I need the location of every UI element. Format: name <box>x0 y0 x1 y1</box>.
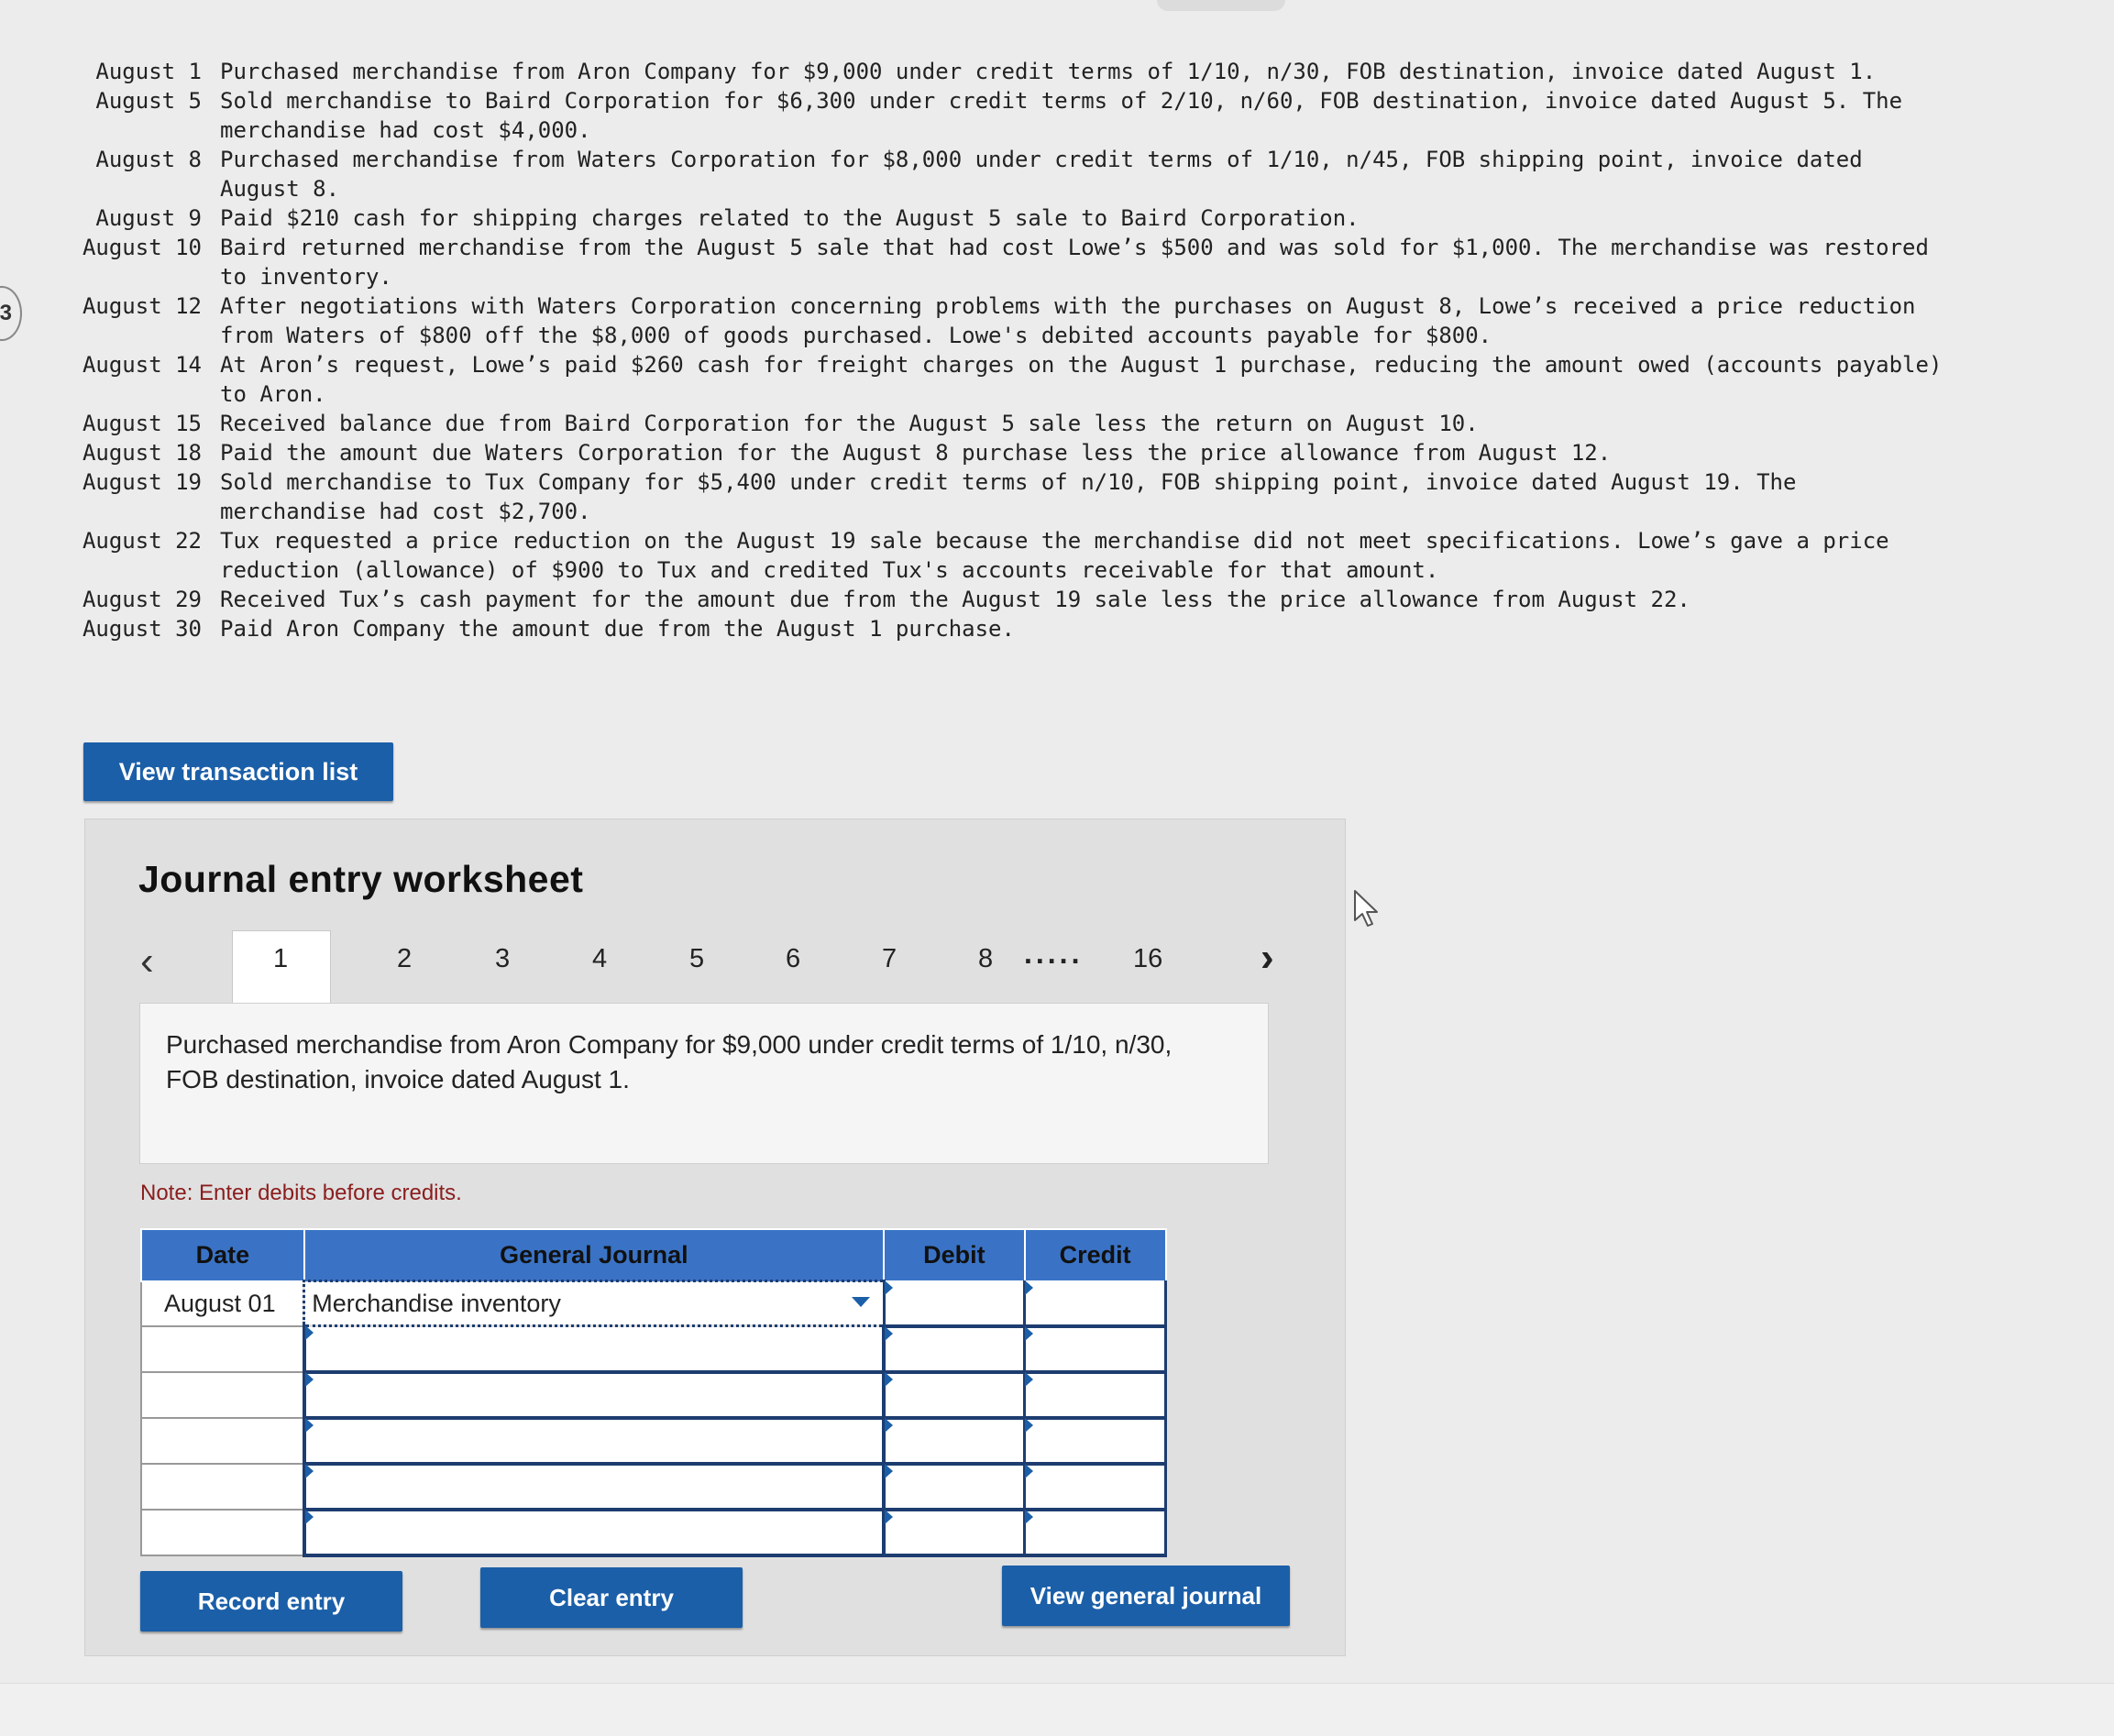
transaction-item <box>70 438 1903 467</box>
cell-marker-icon <box>885 1510 893 1524</box>
transaction-date: August 22 <box>82 528 202 554</box>
transaction-text: Baird returned merchandise from the August 5 sale that had cost Lowe’s $500 and was sold for $1,000. The merchandise was restored to inventory. <box>220 235 1929 290</box>
tab-6[interactable]: 6 <box>786 944 801 973</box>
side-tab-glyph: 3 <box>0 301 12 325</box>
tab-16[interactable]: 16 <box>1133 944 1163 973</box>
transaction-text: Paid the amount due Waters Corporation for the August 8 purchase less the price allowance from August 12. <box>220 440 1612 466</box>
journal-account-select[interactable] <box>304 1418 884 1464</box>
clear-entry-button[interactable]: Clear entry <box>480 1567 743 1628</box>
transaction-date: August 12 <box>82 293 202 319</box>
transaction-text: Purchased merchandise from Waters Corporation for $8,000 under credit terms of 1/10, n/45, FOB shipping point, invoice dated August 8. <box>220 147 1863 202</box>
cell-marker-icon <box>885 1418 893 1433</box>
view-transaction-list-button[interactable]: View transaction list <box>83 742 393 801</box>
journal-date-cell[interactable] <box>141 1372 304 1418</box>
entry-note: Note: Enter debits before credits. <box>140 1181 462 1205</box>
cell-marker-icon <box>305 1325 314 1340</box>
transaction-item <box>70 291 1916 350</box>
transaction-text: After negotiations with Waters Corporation concerning problems with the purchases on August 8, Lowe’s received a price reduction from Waters of $800 off the $8,000 of goods purchased. Lowe's debited accounts payable for $800. <box>220 293 1916 348</box>
transaction-date: August 1 <box>95 59 202 84</box>
journal-credit-input[interactable] <box>1025 1418 1166 1464</box>
transaction-description-box <box>139 1003 1269 1164</box>
journal-credit-input[interactable] <box>1025 1281 1166 1326</box>
cell-marker-icon <box>305 1510 314 1524</box>
journal-date-cell[interactable] <box>141 1510 304 1555</box>
tab-2[interactable]: 2 <box>397 944 413 973</box>
transaction-item <box>70 585 1903 614</box>
journal-debit-input[interactable] <box>884 1510 1025 1555</box>
journal-row <box>141 1281 1166 1326</box>
tab-5[interactable]: 5 <box>689 944 705 973</box>
record-entry-button[interactable]: Record entry <box>140 1571 402 1632</box>
journal-row <box>141 1418 1166 1464</box>
cell-marker-icon <box>305 1418 314 1433</box>
cell-marker-icon <box>1025 1372 1033 1387</box>
transaction-date: August 29 <box>82 587 202 612</box>
transaction-date: August 14 <box>82 352 202 378</box>
cell-marker-icon <box>305 1464 314 1478</box>
tab-4[interactable]: 4 <box>592 944 608 973</box>
journal-account-select[interactable] <box>304 1281 884 1326</box>
journal-credit-input[interactable] <box>1025 1464 1166 1510</box>
transaction-text: Received Tux’s cash payment for the amount due from the August 19 sale less the price allowance from August 22. <box>220 587 1690 612</box>
transaction-list <box>70 57 1943 643</box>
journal-account-select[interactable] <box>304 1326 884 1372</box>
journal-debit-input[interactable] <box>884 1372 1025 1418</box>
cell-marker-icon <box>1025 1280 1033 1295</box>
journal-debit-input[interactable] <box>884 1326 1025 1372</box>
transaction-item <box>70 145 1903 203</box>
top-scroll-handle <box>1157 0 1285 11</box>
transaction-item <box>70 233 1929 291</box>
cell-marker-icon <box>1025 1418 1033 1433</box>
view-general-journal-button[interactable]: View general journal <box>1002 1566 1290 1626</box>
journal-row <box>141 1372 1166 1418</box>
col-credit: Credit <box>1025 1229 1166 1281</box>
tab-7[interactable]: 7 <box>882 944 897 973</box>
cell-marker-icon <box>1025 1326 1033 1341</box>
transaction-date: August 10 <box>82 235 202 260</box>
cell-marker-icon <box>885 1280 893 1295</box>
transaction-date: August 30 <box>82 616 202 642</box>
chevron-right-icon[interactable]: › <box>1261 935 1274 980</box>
side-question-tab[interactable] <box>0 286 22 341</box>
journal-account-select[interactable] <box>304 1372 884 1418</box>
cell-marker-icon <box>885 1464 893 1478</box>
transaction-item <box>70 57 1903 86</box>
transaction-text: Purchased merchandise from Aron Company for $9,000 under credit terms of 1/10, n/30, FOB destination, invoice dated August 1. <box>220 59 1877 84</box>
journal-debit-input[interactable] <box>884 1418 1025 1464</box>
mouse-pointer-icon <box>1351 889 1384 929</box>
transaction-item <box>70 409 1903 438</box>
transaction-text: Received balance due from Baird Corporation for the August 5 sale less the return on August 10. <box>220 411 1479 436</box>
cell-marker-icon <box>885 1372 893 1387</box>
journal-credit-input[interactable] <box>1025 1372 1166 1418</box>
journal-account-select[interactable] <box>304 1464 884 1510</box>
worksheet-title: Journal entry worksheet <box>138 858 584 900</box>
transaction-date: August 19 <box>82 469 202 495</box>
transaction-date: August 18 <box>82 440 202 466</box>
transaction-text: Tux requested a price reduction on the August 19 sale because the merchandise did not meet specifications. Lowe’s gave a price reduction (allowance) of $900 to Tux and credited Tux's accounts receivable for that amount. <box>220 528 1889 583</box>
transaction-item <box>70 526 1903 585</box>
transaction-date: August 8 <box>95 147 202 172</box>
tab-3[interactable]: 3 <box>495 944 511 973</box>
transaction-text: Sold merchandise to Tux Company for $5,400 under credit terms of n/10, FOB shipping point, invoice dated August 19. The merchandise had cost $2,700. <box>220 469 1797 524</box>
transaction-item <box>70 86 1903 145</box>
tab-8[interactable]: 8 <box>978 944 994 973</box>
journal-table <box>140 1228 1167 1557</box>
journal-date-cell[interactable]: August 01 <box>141 1281 304 1326</box>
col-date: Date <box>141 1229 304 1281</box>
transaction-item <box>70 467 1903 526</box>
col-debit: Debit <box>884 1229 1025 1281</box>
journal-date-cell[interactable] <box>141 1418 304 1464</box>
tab-1[interactable]: 1 <box>273 944 289 973</box>
journal-date-cell[interactable] <box>141 1326 304 1372</box>
transaction-text: At Aron’s request, Lowe’s paid $260 cash for freight charges on the August 1 purchase, reducing the amount owed (accounts payable) to Aron. <box>220 352 1943 407</box>
journal-account-select[interactable] <box>304 1510 884 1555</box>
transaction-text: Sold merchandise to Baird Corporation for $6,300 under credit terms of 2/10, n/60, FOB destination, invoice dated August 5. The merchandise had cost $4,000. <box>220 88 1903 143</box>
journal-date-cell[interactable] <box>141 1464 304 1510</box>
cell-marker-icon <box>1025 1464 1033 1478</box>
journal-row <box>141 1326 1166 1372</box>
journal-credit-input[interactable] <box>1025 1326 1166 1372</box>
journal-account-value: Merchandise inventory <box>312 1289 561 1317</box>
cell-marker-icon <box>1025 1510 1033 1524</box>
cell-marker-icon <box>305 1372 314 1387</box>
transaction-date: August 15 <box>82 411 202 436</box>
col-general-journal: General Journal <box>304 1229 884 1281</box>
chevron-left-icon[interactable]: ‹ <box>140 939 154 983</box>
bottom-navigation-bar <box>0 1683 2114 1736</box>
transaction-text: Paid $210 cash for shipping charges related to the August 5 sale to Baird Corporation. <box>220 205 1360 231</box>
transaction-text: Paid Aron Company the amount due from the August 1 purchase. <box>220 616 1015 642</box>
transaction-date: August 9 <box>95 205 202 231</box>
journal-debit-input[interactable] <box>884 1464 1025 1510</box>
journal-debit-input[interactable] <box>884 1281 1025 1326</box>
transaction-item <box>70 350 1943 409</box>
transaction-item <box>70 614 1903 643</box>
transaction-date: August 5 <box>95 88 202 114</box>
journal-credit-input[interactable] <box>1025 1510 1166 1555</box>
journal-row <box>141 1464 1166 1510</box>
journal-row <box>141 1510 1166 1555</box>
transaction-description: Purchased merchandise from Aron Company for $9,000 under credit terms of 1/10, n/30, FOB destination, invoice dated August 1. <box>166 1030 1173 1093</box>
caret-down-icon[interactable] <box>852 1297 870 1307</box>
journal-entry-worksheet <box>84 819 1346 1656</box>
tab-ellipsis: ..... <box>1024 937 1084 970</box>
cell-marker-icon <box>885 1326 893 1341</box>
transaction-item <box>70 203 1903 233</box>
